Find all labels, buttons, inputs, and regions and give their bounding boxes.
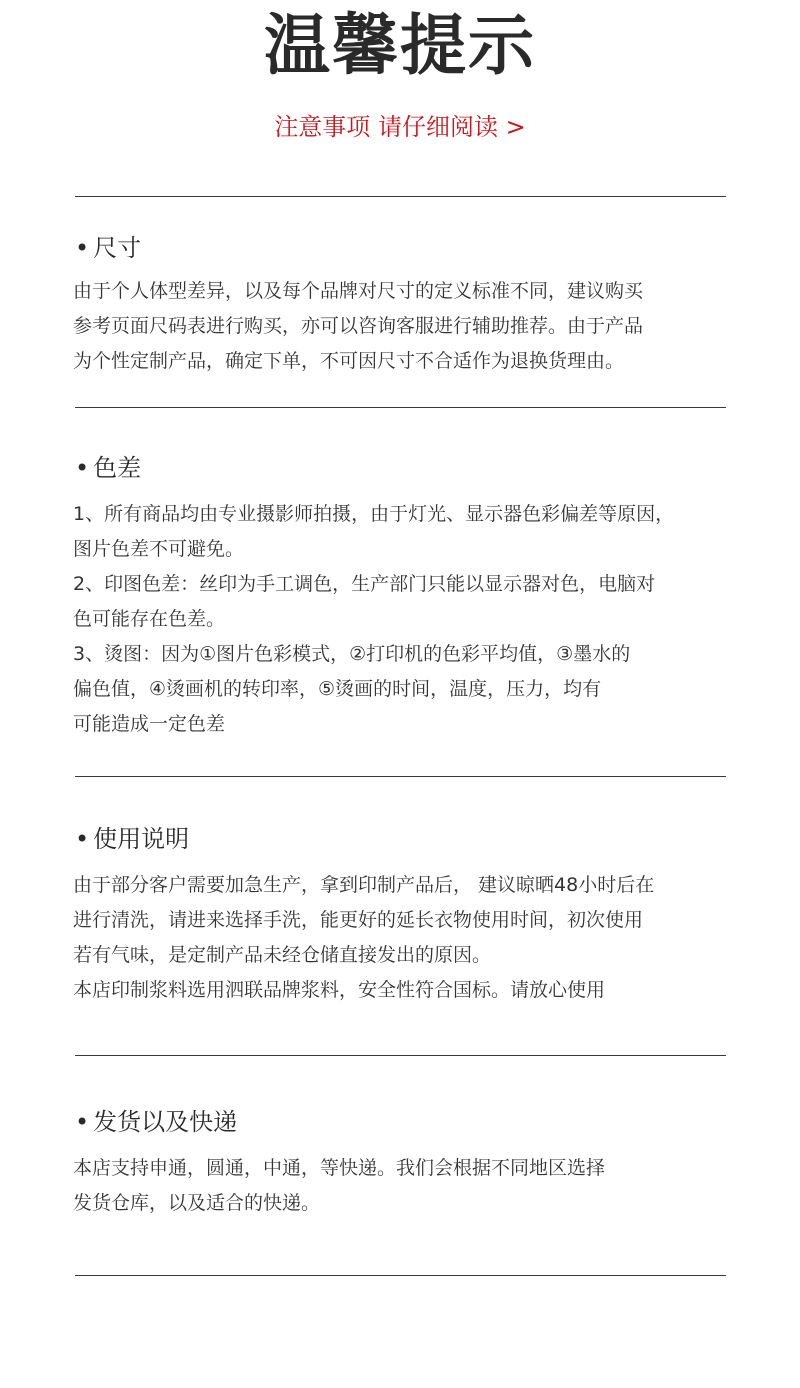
divider: [75, 196, 726, 197]
body-line: 本店支持申通，圆通，中通，等快递。我们会根据不同地区选择: [73, 1157, 606, 1179]
body-line: 为个性定制产品，确定下单，不可因尺寸不合适作为退换货理由。: [73, 350, 625, 372]
body-line: 2、印图色差：丝印为手工调色，生产部门只能以显示器对色，电脑对: [73, 573, 656, 595]
divider: [75, 1055, 726, 1056]
bullet: •: [75, 234, 90, 262]
body-line: 色可能存在色差。: [73, 608, 226, 630]
divider: [75, 776, 726, 777]
section-heading-label: 使用说明: [93, 825, 190, 853]
body-line: 发货仓库，以及适合的快递。: [73, 1192, 321, 1214]
section-heading-label: 色差: [93, 454, 142, 482]
notice-subtitle: 注意事项 请仔细阅读 >: [274, 113, 526, 141]
section-heading-shipping: [75, 1106, 237, 1138]
body-line: 由于部分客户需要加急生产，拿到印制产品后， 建议晾晒48小时后在: [73, 874, 655, 896]
divider: [75, 407, 726, 408]
section-heading-label: 尺寸: [93, 234, 142, 262]
body-line: 3、烫图：因为①图片色彩模式，②打印机的色彩平均值，③墨水的: [73, 643, 631, 665]
body-line: 若有气味，是定制产品未经仓储直接发出的原因。: [73, 944, 492, 966]
section-body-size: [73, 274, 643, 379]
section-body-color-difference: [73, 497, 674, 742]
body-line: 由于个人体型差异，以及每个品牌对尺寸的定义标准不同，建议购买: [73, 280, 644, 302]
section-body-shipping: [73, 1151, 605, 1221]
section-heading-label: 发货以及快递: [93, 1108, 238, 1136]
body-line: 参考页面尺码表进行购买，亦可以咨询客服进行辅助推荐。由于产品: [73, 315, 644, 337]
section-heading-color-difference: [75, 452, 141, 484]
page-title: 温馨提示: [264, 7, 536, 84]
body-line: 本店印制浆料选用泗联品牌浆料，安全性符合国标。请放心使用: [73, 979, 606, 1001]
section-heading-usage: [75, 823, 189, 855]
bullet: •: [75, 1108, 90, 1136]
body-line: 图片色差不可避免。: [73, 538, 245, 560]
bullet: •: [75, 825, 90, 853]
section-heading-size: [75, 232, 141, 264]
bullet: •: [75, 454, 90, 482]
body-line: 偏色值，④烫画机的转印率，⑤烫画的时间，温度，压力，均有: [73, 678, 602, 700]
section-body-usage: [73, 868, 654, 1008]
body-line: 进行清洗，请进来选择手洗，能更好的延长衣物使用时间，初次使用: [73, 909, 644, 931]
divider: [75, 1275, 726, 1276]
body-line: 1、所有商品均由专业摄影师拍摄，由于灯光、显示器色彩偏差等原因，: [73, 503, 675, 525]
body-line: 可能造成一定色差: [73, 713, 226, 735]
